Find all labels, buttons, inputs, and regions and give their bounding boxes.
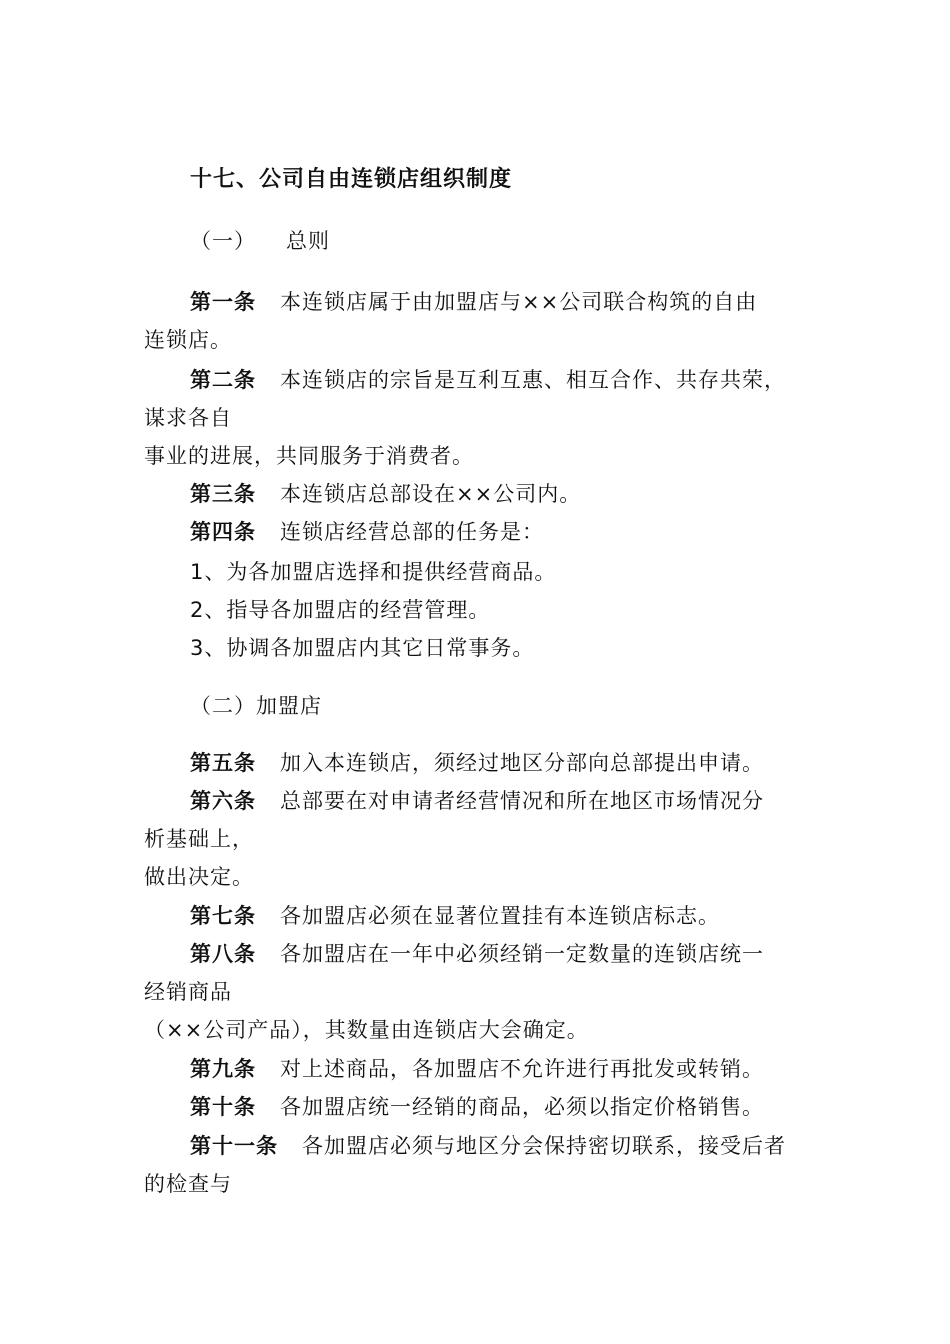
- article-8-continuation: 经销商品: [144, 980, 232, 1004]
- article-label: 第七条: [190, 904, 256, 928]
- article-text: 加入本连锁店，须经过地区分部向总部提出申请。: [280, 751, 764, 775]
- article-9: [190, 1055, 764, 1083]
- article-text: 本连锁店的宗旨是互利互惠、相互合作、共存共荣，: [280, 368, 786, 392]
- article-1: [190, 288, 757, 316]
- article-label: 第十条: [190, 1095, 256, 1119]
- article-6-continuation: 做出决定。: [144, 865, 254, 889]
- article-1-continuation: 连锁店。: [144, 328, 232, 352]
- article-text: 本连锁店总部设在××公司内。: [280, 482, 582, 506]
- article-label: 第六条: [190, 789, 256, 813]
- section-number: （一）: [190, 229, 256, 253]
- article-label: 第一条: [190, 290, 256, 314]
- article-text: 各加盟店在一年中必须经销一定数量的连锁店统一: [280, 942, 764, 966]
- article-text: 连锁店经营总部的任务是：: [280, 520, 544, 544]
- article-11-continuation: 的检查与: [144, 1172, 232, 1196]
- section-title: 总则: [286, 229, 330, 253]
- article-2-continuation: 谋求各自: [144, 406, 232, 430]
- section-heading-general: [190, 227, 330, 255]
- article-label: 第二条: [190, 368, 256, 392]
- document-title: 十七、公司自由连锁店组织制度: [190, 167, 513, 192]
- article-label: 第三条: [190, 482, 256, 506]
- article-text: 对上述商品，各加盟店不允许进行再批发或转销。: [280, 1057, 764, 1081]
- section-heading-franchise: （二）加盟店: [190, 694, 322, 718]
- article-label: 第五条: [190, 751, 256, 775]
- article-10: [190, 1093, 764, 1121]
- article-label: 第九条: [190, 1057, 256, 1081]
- article-2: [190, 366, 786, 394]
- article-6: [190, 787, 764, 815]
- article-text: 各加盟店必须在显著位置挂有本连锁店标志。: [280, 904, 720, 928]
- article-11: [190, 1132, 786, 1160]
- article-label: 第十一条: [190, 1134, 278, 1158]
- article-text: 各加盟店必须与地区分会保持密切联系，接受后者: [302, 1134, 786, 1158]
- article-3: [190, 480, 581, 508]
- article-label: 第八条: [190, 942, 256, 966]
- article-label: 第四条: [190, 520, 256, 544]
- article-2-continuation: 事业的进展，共同服务于消费者。: [144, 444, 474, 468]
- article-text: 本连锁店属于由加盟店与××公司联合构筑的自由: [280, 290, 758, 314]
- article-6-continuation: 析基础上，: [144, 827, 254, 851]
- article-8: [190, 940, 764, 968]
- list-item: 1、为各加盟店选择和提供经营商品。: [190, 560, 557, 584]
- article-8-continuation: （××公司产品），其数量由连锁店大会确定。: [144, 1018, 589, 1042]
- article-4: [190, 518, 544, 546]
- list-item: 3、协调各加盟店内其它日常事务。: [190, 636, 535, 660]
- article-7: [190, 902, 720, 930]
- article-text: 总部要在对申请者经营情况和所在地区市场情况分: [280, 789, 764, 813]
- list-item: 2、指导各加盟店的经营管理。: [190, 598, 491, 622]
- article-text: 各加盟店统一经销的商品，必须以指定价格销售。: [280, 1095, 764, 1119]
- article-5: [190, 749, 764, 777]
